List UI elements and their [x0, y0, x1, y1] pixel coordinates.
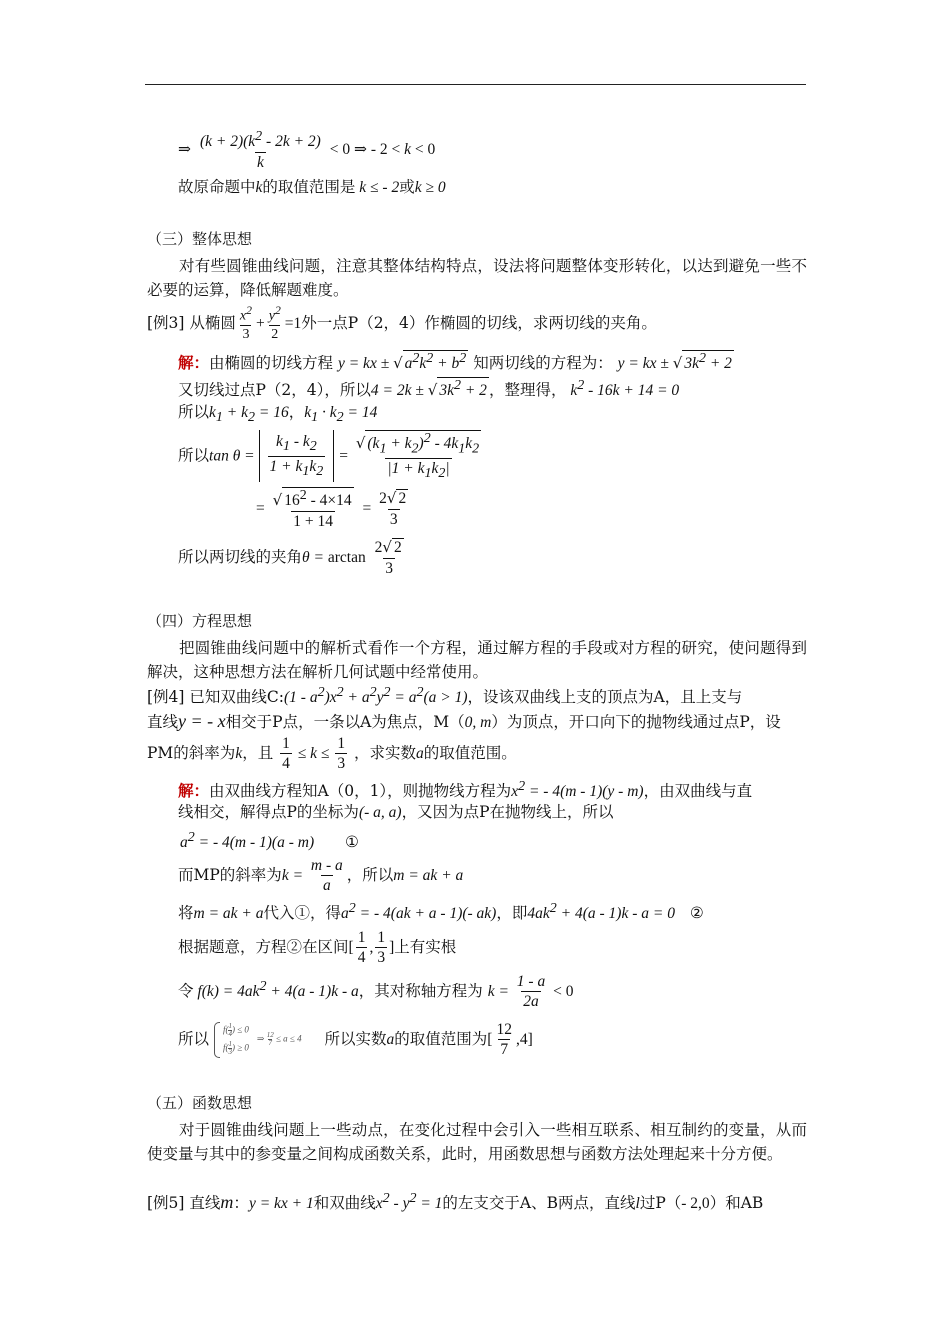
- example-3: [例3] 从椭圆 $\frac{x^2}{3}$ + $\frac{y^2}{2}$ =1外一点P（2，4）作椭圆的切线，求两切线的夹角。: [147, 304, 657, 343]
- equation-2: 将m = ak + a代入①，得$a^2$ = - 4(ak + a - 1)(- ak)，即$4ak^2 + 4(a - 1)k - a = 0$ ②: [178, 901, 704, 923]
- solution-4-interval: 根据题意，方程②在区间[ $\frac{1}{4}$ , $\frac{1}{3}$ ]上有实根: [178, 929, 457, 967]
- solution-3-tan-value: = $\frac{√ 16^2 - 4\times 14}{1 + 14}$ = $\frac{2√ 2}{3}$: [256, 488, 407, 530]
- section-heading-4: （四）方程思想: [147, 612, 253, 630]
- example-5: [例5] 直线m：y = kx + 1和双曲线$x^2 - y^2 = 1$的左支交于A、B两点，直线l过P（- 2,0）和AB: [147, 1191, 764, 1213]
- equation-implication: ⇒ $\frac{(k + 2)(k^2 - 2k + 2)}{k}$ < 0 ⇒ - 2 < k < 0: [178, 129, 436, 171]
- conclusion-line: 故原命题中k的取值范围是 k ≤ - 2或k ≥ 0: [178, 178, 446, 196]
- solution-3-tan: 所以tan θ = $\frac{k_1 - k_2}{1 + k_1k_2}$ = $\frac{√ (k_1 + k_2)^2 - 4k_1k_2}{|1 + k_1k_2|}$: [178, 431, 480, 482]
- solution-4-system: 所以 f( $\frac{1}{4}$ ) ≤ 0 f( $\frac{1}{3}$ ) ≥ 0 ⇒ $\frac{12}{7}$ ≤ a ≤ 4 所以实数a的取值范围为[ $\frac{12}{7}$ ,4]: [178, 1021, 533, 1059]
- equation-1: $a^2$ = - 4(m - 1)(a - m) ①: [180, 830, 359, 852]
- paragraph-3: 对有些圆锥曲线问题，注意其整体结构特点，设法将问题整体变形转化，以达到避免一些不必要的运算，降低解题难度。: [147, 257, 807, 299]
- solution-3-line2: 又切线过点P（2，4），所以4 = 2k ± √ $3k^2 + 2$ ，整理得， $k^2 - 16k + 14 = 0$: [178, 378, 680, 400]
- example-4-line3: PM的斜率为k，且 $\frac{1}{4}$ ≤ k ≤ $\frac{1}{3}$ ，求实数a的取值范围。: [147, 735, 517, 773]
- solution-4-line1: 解：由双曲线方程知A（0，1），则抛物线方程为$x^2$ = - 4(m - 1)(y - m)，由双曲线与直: [178, 779, 753, 801]
- example-4-line2: 直线y = - x相交于P点，一条以A为焦点，M（0, m）为顶点，开口向下的抛物线通过点P，设: [147, 711, 781, 731]
- solution-4-line2: 线相交，解得点P的坐标为(- a, a)，又因为点P在抛物线上，所以: [178, 803, 614, 821]
- solution-3-line1: 解：由椭圆的切线方程 y = kx ± √ $a^2k^2 + b^2$ 知两切线的方程为： y = kx ± √ $3k^2 + 2$: [178, 351, 732, 373]
- header-rule: [145, 84, 806, 85]
- solution-4-slope: 而MP的斜率为k = $\frac{m - a}{a}$ ，所以m = ak + a: [178, 857, 464, 895]
- example-4-line1: [例4] 已知双曲线C:(1 - $a^2)x^2 + a^2y^2 = a^2(a > 1)$，设该双曲线上支的顶点为A，且上支与: [147, 685, 743, 707]
- paragraph-5: 对于圆锥曲线问题上一些动点，在变化过程中会引入一些相互联系、相互制约的变量，从而使变量与其中的参变量之间构成函数关系，此时，用函数思想与函数方法处理起来十分方便。: [147, 1121, 807, 1163]
- section-heading-3: （三）整体思想: [147, 230, 253, 248]
- solution-3-answer: 所以两切线的夹角θ = arctan $\frac{2√ 2}{3}$: [178, 538, 402, 577]
- section-heading-5: （五）函数思想: [147, 1094, 253, 1112]
- solution-3-line3: 所以$k_1 + k_2 = 16$，$k_1 \cdot k_2 = 14$: [178, 403, 378, 426]
- paragraph-4: 把圆锥曲线问题中的解析式看作一个方程，通过解方程的手段或对方程的研究，使问题得到解决，这种思想方法在解析几何试题中经常使用。: [147, 639, 807, 681]
- solution-4-function: 令 $f(k) = 4ak^2 + 4(a - 1)k - a$，其对称轴方程为 k = $\frac{1 - a}{2a}$ < 0: [178, 973, 574, 1011]
- inequality-system: f( $\frac{1}{4}$ ) ≤ 0 f( $\frac{1}{3}$ ) ≥ 0 ⇒ $\frac{12}{7}$ ≤ a ≤ 4: [214, 1022, 302, 1058]
